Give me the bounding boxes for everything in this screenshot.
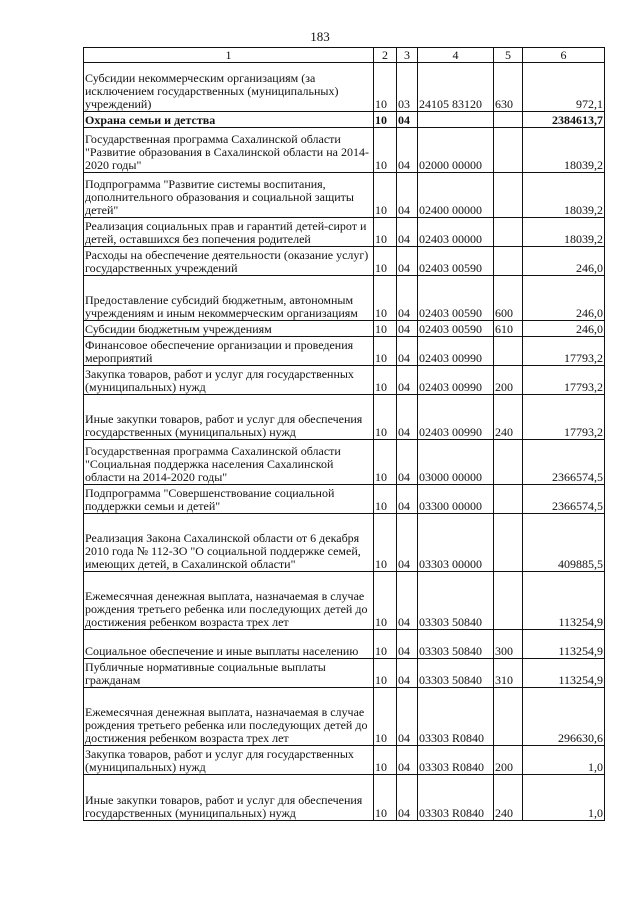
row-target-code: 02000 00000 (418, 128, 494, 173)
row-section: 10 (374, 514, 397, 572)
row-subsection: 03 (397, 63, 418, 112)
row-target-code: 03303 50840 (418, 659, 494, 688)
row-target-code: 03303 50840 (418, 572, 494, 630)
table-row (84, 746, 605, 775)
table-body (84, 63, 605, 821)
row-expense-type (494, 485, 523, 514)
row-section: 10 (374, 395, 397, 440)
row-section: 10 (374, 688, 397, 746)
row-expense-type (494, 572, 523, 630)
row-amount: 18039,2 (523, 173, 605, 218)
row-subsection: 04 (397, 572, 418, 630)
row-subsection: 04 (397, 247, 418, 276)
row-target-code: 03303 00000 (418, 514, 494, 572)
row-expense-type: 600 (494, 276, 523, 321)
table-row (84, 218, 605, 247)
row-target-code: 02403 00590 (418, 276, 494, 321)
row-name: Публичные нормативные социальные выплаты гражданам (84, 659, 374, 688)
row-section: 10 (374, 63, 397, 112)
row-expense-type (494, 440, 523, 485)
row-name: Субсидии бюджетным учреждениям (84, 321, 374, 337)
row-name: Закупка товаров, работ и услуг для государственных (муниципальных) нужд (84, 746, 374, 775)
row-section: 10 (374, 247, 397, 276)
row-name: Реализация социальных прав и гарантий детей-сирот и детей, оставшихся без попечения родителей (84, 218, 374, 247)
row-amount: 17793,2 (523, 366, 605, 395)
col-header-subsection: 3 (397, 48, 418, 63)
row-amount: 296630,6 (523, 688, 605, 746)
row-amount: 113254,9 (523, 572, 605, 630)
row-subsection: 04 (397, 775, 418, 821)
row-amount: 1,0 (523, 746, 605, 775)
row-name: Иные закупки товаров, работ и услуг для обеспечения государственных (муниципальных) нужд (84, 395, 374, 440)
row-subsection: 04 (397, 746, 418, 775)
col-header-target-code: 4 (418, 48, 494, 63)
row-amount: 113254,9 (523, 630, 605, 659)
row-expense-type (494, 688, 523, 746)
row-amount: 17793,2 (523, 337, 605, 366)
row-name: Подпрограмма "Совершенствование социальной поддержки семьи и детей" (84, 485, 374, 514)
row-target-code: 02403 00990 (418, 337, 494, 366)
row-name: Расходы на обеспечение деятельности (оказание услуг) государственных учреждений (84, 247, 374, 276)
row-expense-type: 610 (494, 321, 523, 337)
row-subsection: 04 (397, 659, 418, 688)
table-row (84, 112, 605, 128)
table-row (84, 688, 605, 746)
row-amount: 2366574,5 (523, 485, 605, 514)
row-expense-type (494, 173, 523, 218)
row-target-code: 03303 R0840 (418, 775, 494, 821)
row-expense-type: 240 (494, 775, 523, 821)
row-subsection: 04 (397, 395, 418, 440)
row-expense-type: 240 (494, 395, 523, 440)
row-expense-type (494, 128, 523, 173)
table-row (84, 485, 605, 514)
row-subsection: 04 (397, 321, 418, 337)
row-amount: 972,1 (523, 63, 605, 112)
row-expense-type (494, 247, 523, 276)
row-target-code: 03303 R0840 (418, 746, 494, 775)
row-subsection: 04 (397, 276, 418, 321)
row-expense-type (494, 112, 523, 128)
col-header-section: 2 (374, 48, 397, 63)
table-row (84, 395, 605, 440)
row-subsection: 04 (397, 128, 418, 173)
row-target-code: 02403 00590 (418, 247, 494, 276)
row-section: 10 (374, 173, 397, 218)
row-amount: 18039,2 (523, 128, 605, 173)
col-header-amount: 6 (523, 48, 605, 63)
row-expense-type: 200 (494, 746, 523, 775)
row-section: 10 (374, 321, 397, 337)
row-section: 10 (374, 659, 397, 688)
row-name: Иные закупки товаров, работ и услуг для обеспечения государственных (муниципальных) нужд (84, 775, 374, 821)
row-name: Субсидии некоммерческим организациям (за исключением государственных (муниципальных) учреждений) (84, 63, 374, 112)
row-target-code: 02403 00000 (418, 218, 494, 247)
table-row (84, 276, 605, 321)
budget-table (83, 47, 605, 821)
row-amount: 113254,9 (523, 659, 605, 688)
col-header-name: 1 (84, 48, 374, 63)
row-name: Закупка товаров, работ и услуг для государственных (муниципальных) нужд (84, 366, 374, 395)
row-section: 10 (374, 440, 397, 485)
table-row (84, 775, 605, 821)
row-name: Социальное обеспечение и иные выплаты населению (84, 630, 374, 659)
row-subsection: 04 (397, 688, 418, 746)
row-name: Охрана семьи и детства (84, 112, 374, 128)
row-target-code: 03303 R0840 (418, 688, 494, 746)
table-row (84, 63, 605, 112)
header-row (84, 48, 605, 63)
table-row (84, 337, 605, 366)
row-subsection: 04 (397, 173, 418, 218)
table-row (84, 247, 605, 276)
table-row (84, 366, 605, 395)
row-subsection: 04 (397, 337, 418, 366)
row-amount: 246,0 (523, 321, 605, 337)
row-target-code (418, 112, 494, 128)
row-name: Ежемесячная денежная выплата, назначаемая в случае рождения третьего ребенка или последующих детей до достижения ребенком возраста трех лет (84, 688, 374, 746)
row-amount: 246,0 (523, 276, 605, 321)
row-section: 10 (374, 572, 397, 630)
row-name: Подпрограмма "Развитие системы воспитания, дополнительного образования и социальной защиты детей" (84, 173, 374, 218)
row-target-code: 02403 00990 (418, 366, 494, 395)
row-expense-type: 310 (494, 659, 523, 688)
row-section: 10 (374, 128, 397, 173)
table-row (84, 659, 605, 688)
row-subsection: 04 (397, 218, 418, 247)
table-row (84, 514, 605, 572)
row-amount: 17793,2 (523, 395, 605, 440)
row-subsection: 04 (397, 485, 418, 514)
table-row (84, 630, 605, 659)
row-section: 10 (374, 337, 397, 366)
row-expense-type (494, 337, 523, 366)
row-expense-type (494, 218, 523, 247)
row-subsection: 04 (397, 514, 418, 572)
row-target-code: 02400 00000 (418, 173, 494, 218)
row-name: Ежемесячная денежная выплата, назначаемая в случае рождения третьего ребенка или последующих детей до достижения ребенком возраста трех лет (84, 572, 374, 630)
row-amount: 409885,5 (523, 514, 605, 572)
row-amount: 246,0 (523, 247, 605, 276)
row-subsection: 04 (397, 630, 418, 659)
table-row (84, 173, 605, 218)
row-section: 10 (374, 112, 397, 128)
row-target-code: 03300 00000 (418, 485, 494, 514)
row-target-code: 03303 50840 (418, 630, 494, 659)
row-name: Реализация Закона Сахалинской области от 6 декабря 2010 года № 112-ЗО "О социальной поддержке семей, имеющих детей, в Сахалинской области" (84, 514, 374, 572)
row-target-code: 02403 00590 (418, 321, 494, 337)
table-row (84, 440, 605, 485)
table-row (84, 321, 605, 337)
row-section: 10 (374, 218, 397, 247)
table-row (84, 128, 605, 173)
row-section: 10 (374, 630, 397, 659)
table-row (84, 572, 605, 630)
row-expense-type: 630 (494, 63, 523, 112)
row-section: 10 (374, 276, 397, 321)
row-subsection: 04 (397, 112, 418, 128)
col-header-expense-type: 5 (494, 48, 523, 63)
row-subsection: 04 (397, 366, 418, 395)
row-name: Государственная программа Сахалинской области "Социальная поддержка населения Сахалинской области на 2014-2020 годы" (84, 440, 374, 485)
page-number: 183 (310, 29, 330, 44)
row-expense-type: 200 (494, 366, 523, 395)
row-section: 10 (374, 746, 397, 775)
row-name: Государственная программа Сахалинской области "Развитие образования в Сахалинской области на 2014-2020 годы" (84, 128, 374, 173)
row-amount: 2384613,7 (523, 112, 605, 128)
row-target-code: 24105 83120 (418, 63, 494, 112)
row-name: Финансовое обеспечение организации и проведения мероприятий (84, 337, 374, 366)
row-amount: 1,0 (523, 775, 605, 821)
row-target-code: 03000 00000 (418, 440, 494, 485)
row-subsection: 04 (397, 440, 418, 485)
row-name: Предоставление субсидий бюджетным, автономным учреждениям и иным некоммерческим организациям (84, 276, 374, 321)
row-expense-type (494, 514, 523, 572)
row-amount: 2366574,5 (523, 440, 605, 485)
row-expense-type: 300 (494, 630, 523, 659)
row-amount: 18039,2 (523, 218, 605, 247)
row-target-code: 02403 00990 (418, 395, 494, 440)
row-section: 10 (374, 485, 397, 514)
row-section: 10 (374, 775, 397, 821)
row-section: 10 (374, 366, 397, 395)
